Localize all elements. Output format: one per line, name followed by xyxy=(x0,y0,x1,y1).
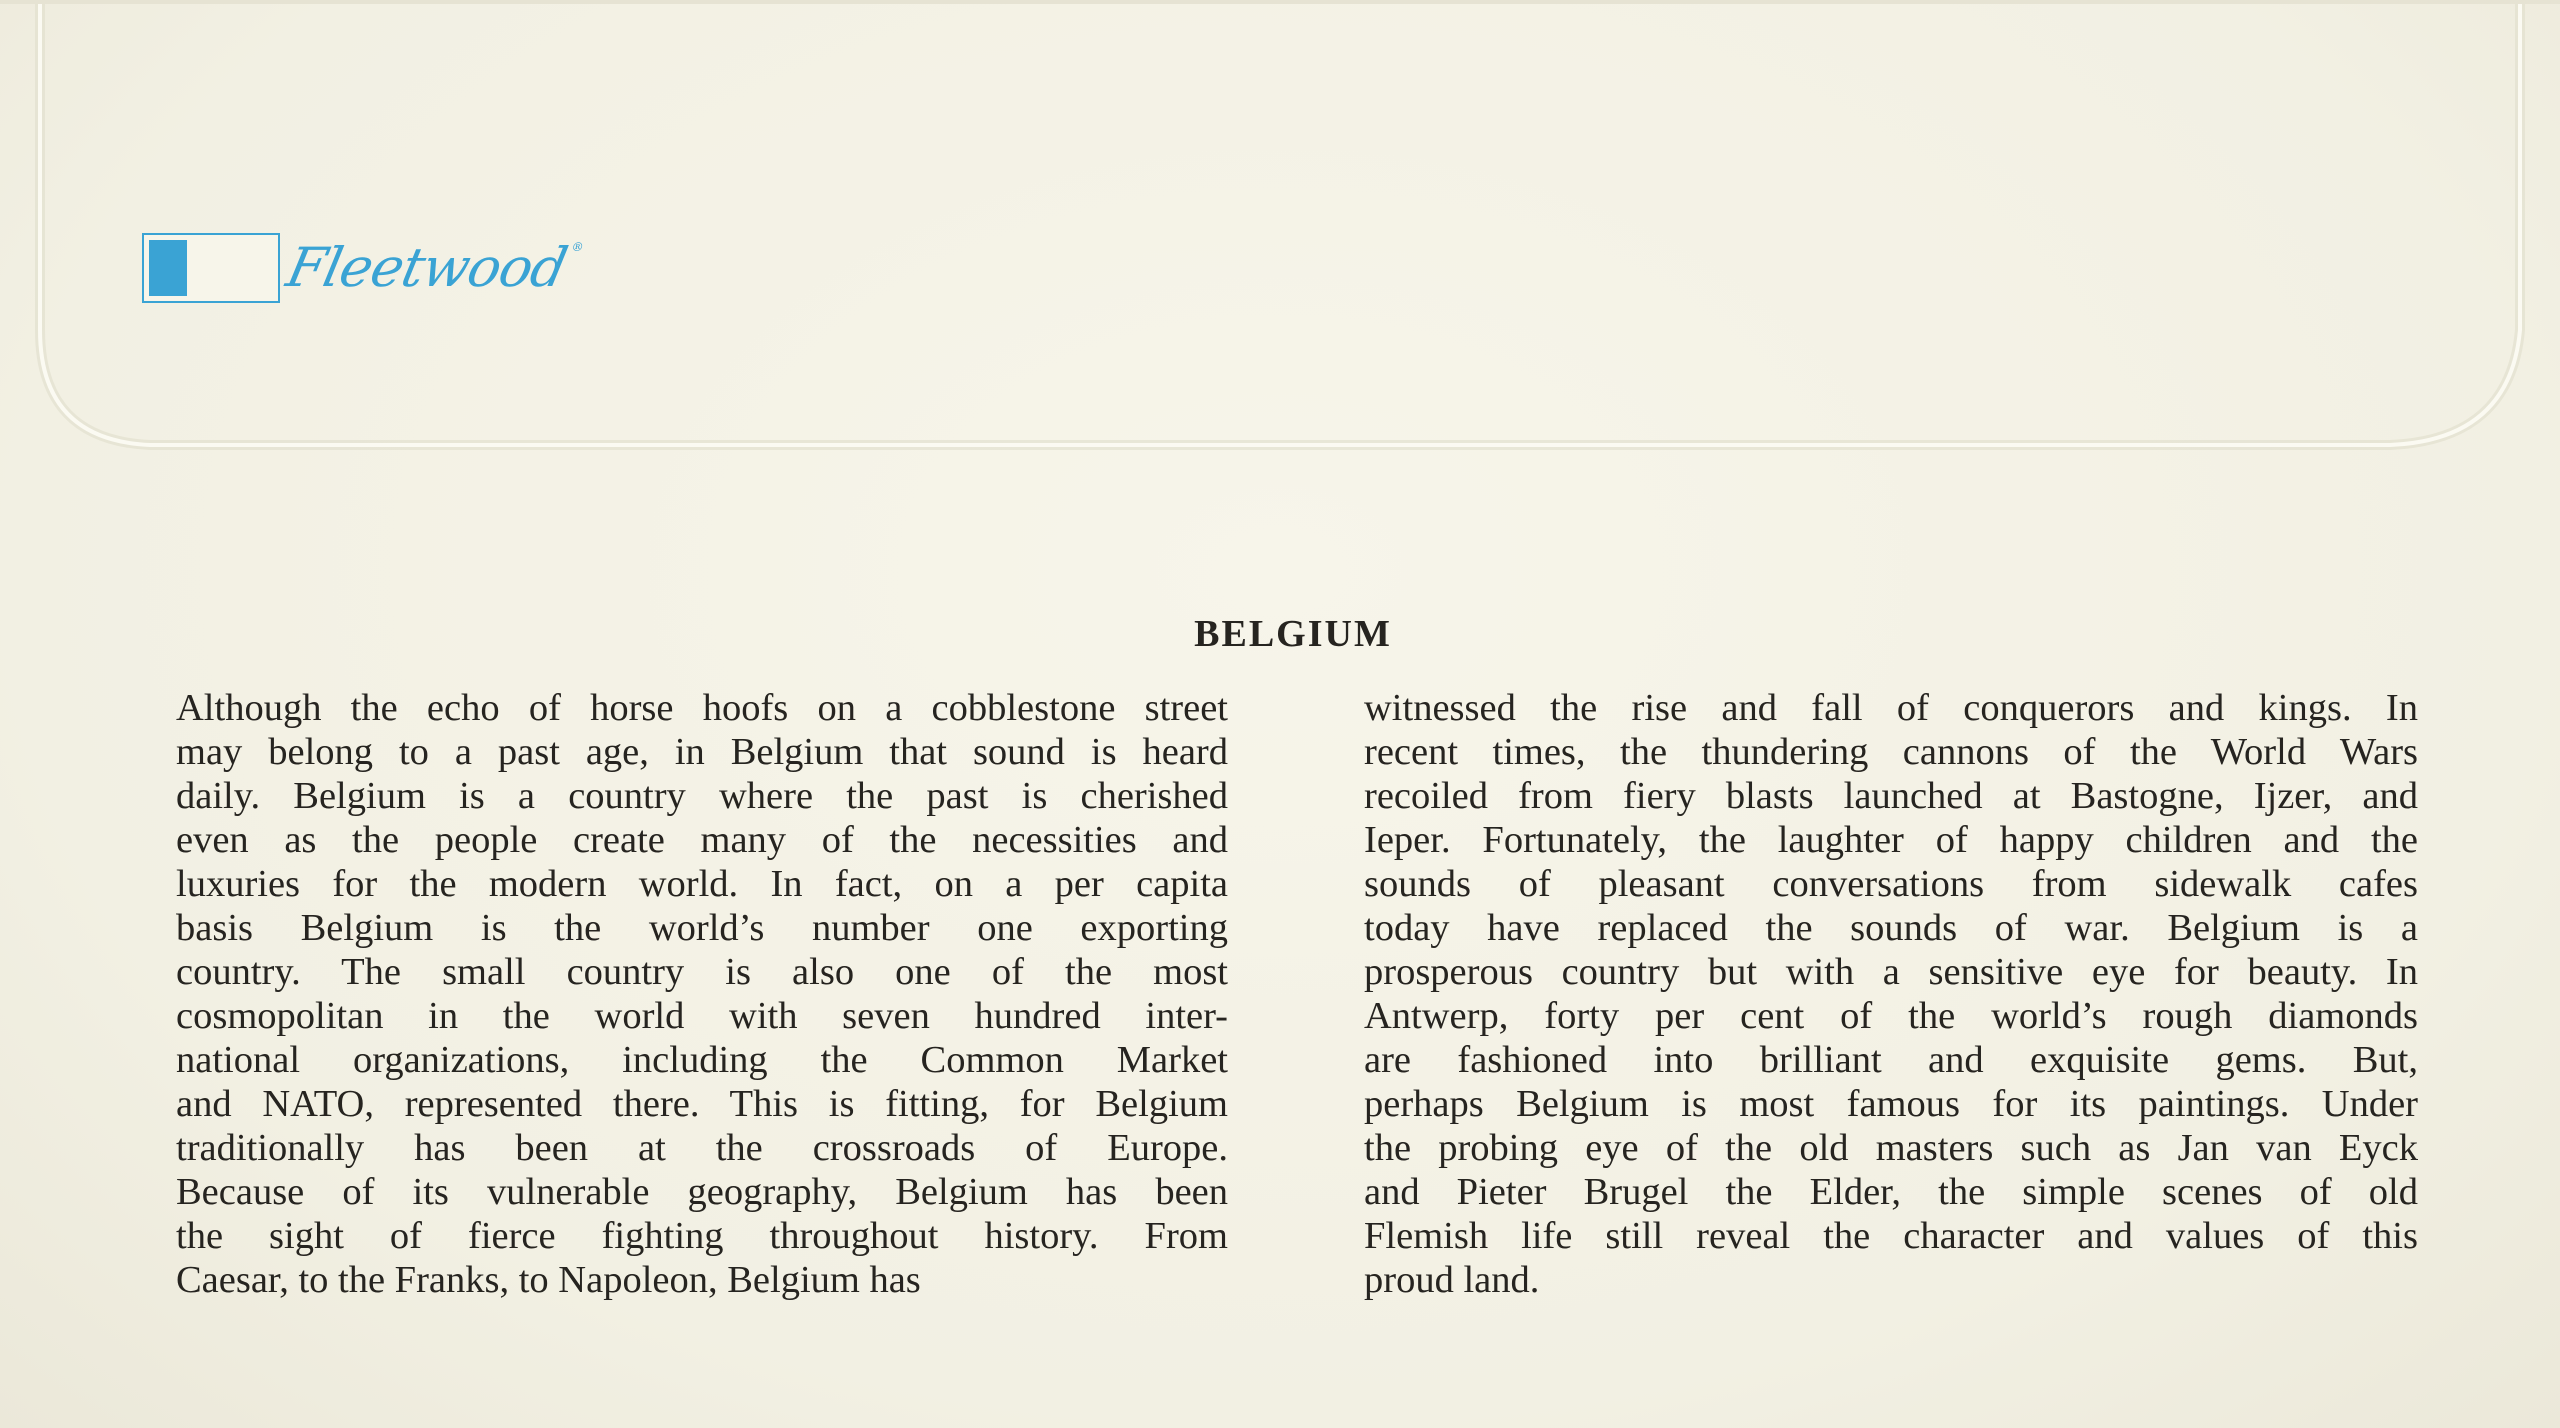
text-line: Because of its vulnerable geography, Belgium has been xyxy=(176,1171,1228,1213)
text-line: Although the echo of horse hoofs on a cobblestone street xyxy=(176,687,1228,729)
text-line: are fashioned into brilliant and exquisite gems. But, xyxy=(1364,1039,2418,1081)
text-line: the probing eye of the old masters such as Jan van Eyck xyxy=(1364,1127,2418,1169)
text-line: the sight of fierce fighting throughout history. From xyxy=(176,1215,1228,1257)
text-line: national organizations, including the Common Market xyxy=(176,1039,1228,1081)
logo-fill-block xyxy=(149,240,187,296)
article-column-left xyxy=(176,686,1228,1302)
text-line: traditionally has been at the crossroads of Europe. xyxy=(176,1127,1228,1169)
text-line: Antwerp, forty per cent of the world’s rough diamonds xyxy=(1364,995,2418,1037)
text-line: Ieper. Fortunately, the laughter of happy children and the xyxy=(1364,819,2418,861)
text-line: recoiled from fiery blasts launched at Bastogne, Ijzer, and xyxy=(1364,775,2418,817)
text-line: Flemish life still reveal the character and values of this xyxy=(1364,1215,2418,1257)
logo-wordmark xyxy=(281,236,585,299)
text-line: recent times, the thundering cannons of the World Wars xyxy=(1364,731,2418,773)
text-line: sounds of pleasant conversations from sidewalk cafes xyxy=(1364,863,2418,905)
logo-box-mark xyxy=(142,233,280,303)
text-line: today have replaced the sounds of war. Belgium is a xyxy=(1364,907,2418,949)
text-line: cosmopolitan in the world with seven hundred inter- xyxy=(176,995,1228,1037)
article-column-right xyxy=(1364,686,2418,1302)
text-line: may belong to a past age, in Belgium that sound is heard xyxy=(176,731,1228,773)
text-line: basis Belgium is the world’s number one exporting xyxy=(176,907,1228,949)
text-line: perhaps Belgium is most famous for its paintings. Under xyxy=(1364,1083,2418,1125)
text-line: luxuries for the modern world. In fact, on a per capita xyxy=(176,863,1228,905)
logo-registered-mark: ® xyxy=(570,240,585,254)
text-line: even as the people create many of the necessities and xyxy=(176,819,1228,861)
text-line: and NATO, represented there. This is fitting, for Belgium xyxy=(176,1083,1228,1125)
text-line: prosperous country but with a sensitive eye for beauty. In xyxy=(1364,951,2418,993)
text-line: and Pieter Brugel the Elder, the simple scenes of old xyxy=(1364,1171,2418,1213)
brand-logo xyxy=(142,232,585,304)
text-line: proud land. xyxy=(1364,1259,1540,1301)
logo-text: Fleetwood xyxy=(281,236,572,299)
text-line: daily. Belgium is a country where the past is cherished xyxy=(176,775,1228,817)
text-line: witnessed the rise and fall of conquerors and kings. In xyxy=(1364,687,2418,729)
article-title: BELGIUM xyxy=(1194,613,1392,655)
text-line: country. The small country is also one of the most xyxy=(176,951,1228,993)
text-line: Caesar, to the Franks, to Napoleon, Belgium has xyxy=(176,1259,921,1301)
